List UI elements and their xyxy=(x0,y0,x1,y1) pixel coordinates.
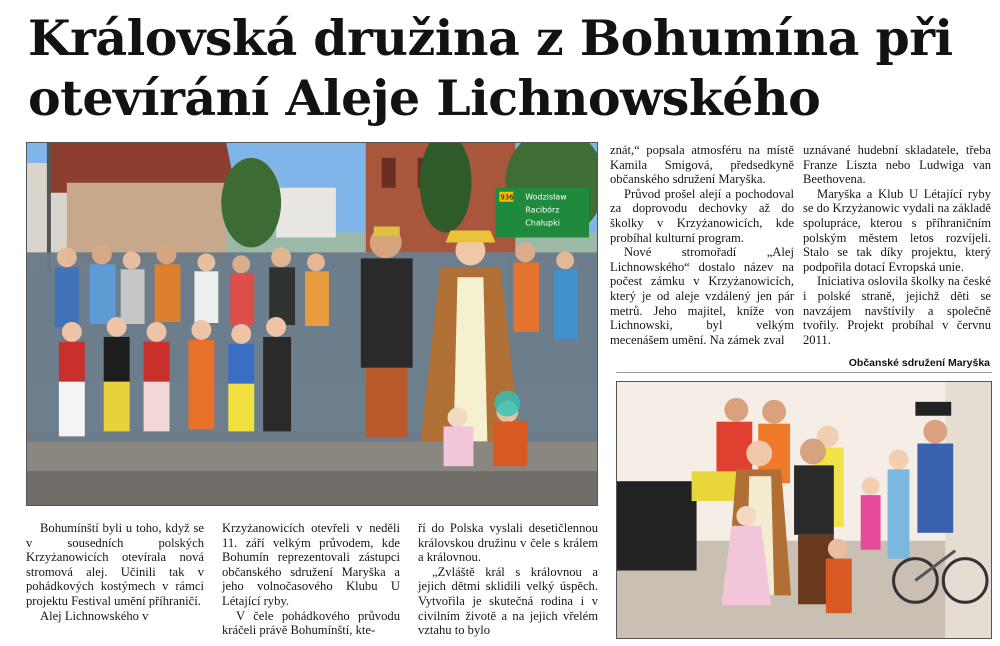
secondary-photo xyxy=(616,381,992,639)
paragraph: Krzyżanowicích otevřeli v neděli 11. září velkým průvodem, kde Bohumín reprezentovali zástupci občanského sdružení Maryška a jeho volnočasového Klubu U Létající ryby. xyxy=(222,521,400,608)
paragraph: V čele pohádkového průvodu kráčeli právě Bohumínští, kte- xyxy=(222,608,400,638)
divider xyxy=(616,372,992,373)
paragraph: Bohumínští byli u toho, když se v sousedních polských Krzyżanowicích otevírala nová stromová alej. Učinili tak v pohádkových kostýmech v rámci projektu Festival umění příhraničí. xyxy=(26,521,204,608)
column-bottom-1 xyxy=(26,521,204,623)
article-headline xyxy=(28,8,988,128)
column-bottom-3 xyxy=(418,521,598,638)
paragraph: Průvod prošel alejí a pochodoval za doprovodu dechovky až do školky v Krzyżanowicích, kde probíhal kulturní program. xyxy=(610,186,794,245)
paragraph: Maryška a Klub U Létající ryby se do Krzyżanowic vydali na základě spolupráce, kterou s příhraničním polským městem letos rozvíjeli. Stalo se tak díky projektu, který podpořila dotací Evropská unie. xyxy=(803,186,991,274)
paragraph: znát,“ popsala atmosféru na místě Kamila Smigová, předsedkyně občanského sdružení Maryška. xyxy=(610,143,794,187)
main-photo xyxy=(26,142,598,506)
column-top-center xyxy=(610,143,794,347)
paragraph: Alej Lichnowského v xyxy=(40,608,149,623)
paragraph: ří do Polska vyslali desetičlennou královskou družinu v čele s králem a královnou. xyxy=(418,521,598,565)
column-bottom-2 xyxy=(222,521,400,638)
photo-credit: Občanské sdružení Maryška xyxy=(848,357,990,369)
headline-line-1: Královská družina z Bohumína při xyxy=(28,9,953,67)
paragraph: Nové stromořadí „Alej Lichnowského“ dostalo název na počest zámku v Krzyżanowicích, který je od aleje vzdálený jen pár metrů. Jeho majitel, kníže von Lichnowski, byl velkým mecenášem umění. Na zámek zval xyxy=(610,245,794,347)
sign-line-3: Chałupki xyxy=(525,218,560,228)
paragraph: „Zvláště král s královnou a jejich dětmi sklidili velký úspěch. Vytvořila je skutečná rodina i v civilním životě a na jejich vřelém vztahu to bylo xyxy=(418,564,598,638)
column-top-right xyxy=(803,143,991,347)
headline-line-2: otevírání Aleje Lichnowského xyxy=(28,69,821,127)
sign-line-2: Racibórz xyxy=(525,205,560,215)
sign-line-1: Wodzisław xyxy=(525,192,567,202)
paragraph: uznávané hudební skladatele, třeba Franze Liszta nebo Ludwiga van Beethovena. xyxy=(803,143,991,187)
paragraph: Iniciativa oslovila školky na české i polské straně, jejichž děti se navzájem navštívily a společně tvořily. Projekt probíhal v červnu 2011. xyxy=(803,274,991,347)
sign-number: 936 xyxy=(500,193,514,202)
